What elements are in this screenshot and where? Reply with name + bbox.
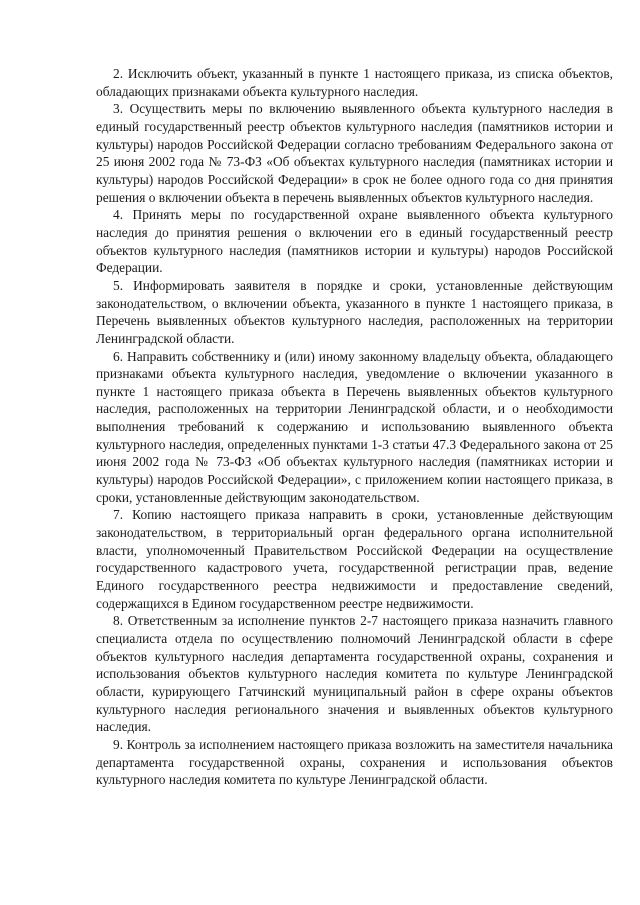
paragraph-3: 3. Осуществить меры по включению выявленного объекта культурного наследия в единый государственный реестр объектов культурного наследия (памятников истории и культуры) народов Российской Федерации согласно требованиям Федерального закона от 25 июня 2002 года № 73-ФЗ «Об объектах культурного наследия (памятниках истории и культуры) народов Российской Федерации» в срок не более одного года со дня принятия решения о включении объекта в перечень выявленных объектов культурного наследия. bbox=[96, 101, 613, 205]
paragraph-2: 2. Исключить объект, указанный в пункте 1 настоящего приказа, из списка объектов, обладающих признаками объекта культурного наследия. bbox=[96, 66, 613, 99]
document-body bbox=[96, 65, 613, 789]
paragraph-7: 7. Копию настоящего приказа направить в сроки, установленные действующим законодательством, в территориальный орган федерального органа исполнительной власти, уполномоченный Правительством Российской Федерации на осуществление государственного кадастрового учета, государственной регистрации прав, ведение Единого государственного реестра недвижимости и предоставление сведений, содержащихся в Едином государственном реестре недвижимости. bbox=[96, 507, 613, 611]
paragraph-6: 6. Направить собственнику и (или) иному законному владельцу объекта, обладающего признаками объекта культурного наследия, уведомление о включении указанного в пункте 1 настоящего приказа объекта в Перечень выявленных объектов культурного наследия, расположенных на территории Ленинградской области, и о необходимости выполнения требований к содержанию и использованию выявленного объекта культурного наследия, определенных пунктами 1-3 статьи 47.3 Федерального закона от 25 июня 2002 года № 73-ФЗ «Об объектах культурного наследия (памятниках истории и культуры) народов Российской Федерации», с приложением копии настоящего приказа, в сроки, установленные действующим законодательством. bbox=[96, 348, 613, 505]
paragraph-4: 4. Принять меры по государственной охране выявленного объекта культурного наследия до принятия решения о включении его в единый государственный реестр объектов культурного наследия (памятников истории и культуры) народов Российской Федерации. bbox=[96, 207, 613, 276]
paragraph-9: 9. Контроль за исполнением настоящего приказа возложить на заместителя начальника департамента государственной охраны, сохранения и использования объектов культурного наследия комитета по культуре Ленинградской области. bbox=[96, 736, 613, 788]
paragraph-5: 5. Информировать заявителя в порядке и сроки, установленные действующим законодательством, о включении объекта, указанного в пункте 1 настоящего приказа, в Перечень выявленных объектов культурного наследия, расположенных на территории Ленинградской области. bbox=[96, 277, 613, 346]
paragraph-8: 8. Ответственным за исполнение пунктов 2-7 настоящего приказа назначить главного специалиста отдела по осуществлению полномочий Ленинградской области в сфере объектов культурного наследия департамента государственной охраны, сохранения и использования объектов культурного наследия комитета по культуре Ленинградской области, курирующего Гатчинский муниципальный район в сфере охраны объектов культурного наследия регионального значения и выявленных объектов культурного наследия. bbox=[96, 613, 613, 735]
